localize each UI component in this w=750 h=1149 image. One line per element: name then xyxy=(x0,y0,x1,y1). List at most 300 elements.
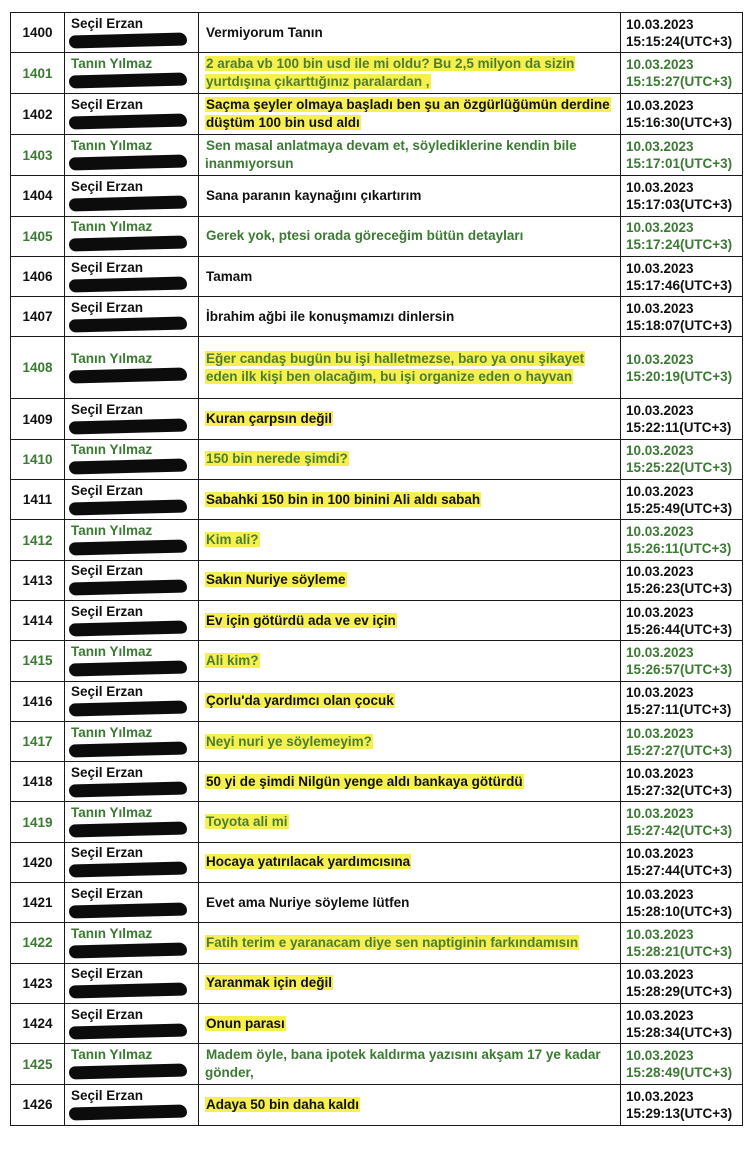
sender-cell xyxy=(65,1044,199,1085)
message-date: 10.03.2023 xyxy=(626,139,694,155)
row-number: 1416 xyxy=(11,681,65,721)
message-text-block xyxy=(199,892,620,914)
row-number: 1400 xyxy=(11,13,65,53)
message-cell xyxy=(199,641,621,681)
message-time: 15:27:44(UTC+3) xyxy=(626,863,733,879)
message-date: 10.03.2023 xyxy=(626,98,694,114)
redacted-phone-number xyxy=(69,367,187,383)
timestamp-cell xyxy=(621,923,743,963)
sender-name: Tanın Yılmaz xyxy=(71,219,153,235)
message-log-table xyxy=(10,12,743,1126)
message-text-block xyxy=(199,1094,620,1116)
table-row xyxy=(11,1044,743,1085)
row-number: 1420 xyxy=(11,842,65,882)
table-row xyxy=(11,721,743,761)
redacted-phone-number xyxy=(69,942,187,958)
message-text: Sen masal anlatmaya devam et, söylediklerine kendin bile inanmıyorsun xyxy=(205,138,577,172)
row-number: 1426 xyxy=(11,1085,65,1125)
table-row xyxy=(11,762,743,802)
message-text: Adaya 50 bin daha kaldı xyxy=(206,1096,360,1112)
message-time: 15:26:44(UTC+3) xyxy=(626,621,733,637)
redacted-phone-number xyxy=(69,781,187,797)
redacted-phone-number xyxy=(69,1064,187,1080)
message-time: 15:20:19(UTC+3) xyxy=(626,368,733,384)
message-text-block xyxy=(199,306,620,328)
row-number: 1405 xyxy=(11,216,65,256)
message-cell xyxy=(199,176,621,216)
message-cell xyxy=(199,842,621,882)
message-text-block xyxy=(199,94,620,134)
message-cell xyxy=(199,923,621,963)
row-number: 1412 xyxy=(11,520,65,560)
message-time: 15:28:34(UTC+3) xyxy=(626,1024,733,1040)
message-text: Onun parası xyxy=(206,1015,285,1031)
message-time: 15:25:22(UTC+3) xyxy=(626,460,733,476)
message-cell xyxy=(199,337,621,399)
message-text: Ev için götürdü ada ve ev için xyxy=(206,612,396,628)
message-cell xyxy=(199,439,621,479)
timestamp-cell xyxy=(621,135,743,176)
sender-name: Tanın Yılmaz xyxy=(71,724,153,740)
message-text-block xyxy=(199,569,620,591)
redacted-phone-number xyxy=(69,701,187,717)
message-date: 10.03.2023 xyxy=(626,1007,694,1023)
table-row xyxy=(11,560,743,600)
redacted-phone-number xyxy=(69,539,187,555)
message-text: Eğer candaş bugün bu işi halletmezse, baro ya onu şikayet eden ilk kişi ben olacağım, bu işi organize eden o hayvan xyxy=(206,350,585,384)
message-text: Evet ama Nuriye söyleme lütfen xyxy=(206,894,410,910)
message-date: 10.03.2023 xyxy=(626,524,694,540)
message-date: 10.03.2023 xyxy=(626,1048,694,1064)
row-number: 1419 xyxy=(11,802,65,842)
message-log-body xyxy=(11,13,743,1126)
message-text: Çorlu'da yardımcı olan çocuk xyxy=(206,693,394,709)
message-log-sheet xyxy=(10,12,742,1126)
message-time: 15:28:21(UTC+3) xyxy=(626,943,733,959)
table-row xyxy=(11,963,743,1003)
sender-cell xyxy=(65,802,199,842)
message-time: 15:26:57(UTC+3) xyxy=(626,661,733,677)
message-cell xyxy=(199,802,621,842)
timestamp-cell xyxy=(621,256,743,296)
message-text: Gerek yok, ptesi orada göreceğim bütün detayları xyxy=(206,228,524,244)
table-row xyxy=(11,600,743,640)
row-number: 1422 xyxy=(11,923,65,963)
redacted-phone-number xyxy=(69,419,187,435)
row-number: 1404 xyxy=(11,176,65,216)
timestamp-cell xyxy=(621,963,743,1003)
message-time: 15:17:03(UTC+3) xyxy=(626,196,733,212)
table-row xyxy=(11,923,743,963)
redacted-phone-number xyxy=(69,195,187,211)
timestamp-cell xyxy=(621,641,743,681)
message-text-block xyxy=(199,408,620,430)
sender-name: Seçil Erzan xyxy=(71,563,144,579)
sender-cell xyxy=(65,1003,199,1043)
message-cell xyxy=(199,1003,621,1043)
redacted-phone-number xyxy=(69,822,187,838)
sender-cell xyxy=(65,1085,199,1125)
row-number: 1408 xyxy=(11,337,65,399)
row-number: 1413 xyxy=(11,560,65,600)
message-text-block xyxy=(199,225,620,247)
row-number: 1424 xyxy=(11,1003,65,1043)
message-cell xyxy=(199,681,621,721)
timestamp-cell xyxy=(621,399,743,439)
message-time: 15:27:42(UTC+3) xyxy=(626,823,733,839)
message-date: 10.03.2023 xyxy=(626,16,694,32)
message-text-block xyxy=(199,135,620,175)
message-date: 10.03.2023 xyxy=(626,403,694,419)
message-date: 10.03.2023 xyxy=(626,644,694,660)
message-text-block xyxy=(199,266,620,288)
message-date: 10.03.2023 xyxy=(626,886,694,902)
timestamp-cell xyxy=(621,560,743,600)
message-text: Hocaya yatırılacak yardımcısına xyxy=(206,854,411,870)
table-row xyxy=(11,681,743,721)
message-text: Tamam xyxy=(206,268,253,284)
message-text: 150 bin nerede şimdi? xyxy=(206,451,348,467)
message-cell xyxy=(199,560,621,600)
row-number: 1417 xyxy=(11,721,65,761)
timestamp-cell xyxy=(621,681,743,721)
message-text: İbrahim ağbi ile konuşmamızı dinlersin xyxy=(206,308,455,324)
sender-cell xyxy=(65,297,199,337)
message-cell xyxy=(199,1085,621,1125)
sender-name: Tanın Yılmaz xyxy=(71,643,153,659)
row-number: 1423 xyxy=(11,963,65,1003)
message-date: 10.03.2023 xyxy=(626,1088,694,1104)
sender-cell xyxy=(65,963,199,1003)
message-cell xyxy=(199,1044,621,1085)
message-date: 10.03.2023 xyxy=(626,604,694,620)
timestamp-cell xyxy=(621,216,743,256)
message-date: 10.03.2023 xyxy=(626,564,694,580)
message-time: 15:27:32(UTC+3) xyxy=(626,782,733,798)
message-time: 15:29:13(UTC+3) xyxy=(626,1105,733,1121)
message-time: 15:26:11(UTC+3) xyxy=(626,541,732,557)
message-text: Kuran çarpsın değil xyxy=(206,411,333,427)
sender-cell xyxy=(65,135,199,176)
message-cell xyxy=(199,53,621,94)
message-text-block xyxy=(199,650,620,672)
message-date: 10.03.2023 xyxy=(626,57,694,73)
message-date: 10.03.2023 xyxy=(626,351,694,367)
timestamp-cell xyxy=(621,480,743,520)
sender-name: Seçil Erzan xyxy=(71,603,144,619)
message-text-block xyxy=(199,610,620,632)
message-text-block xyxy=(199,448,620,470)
sender-name: Seçil Erzan xyxy=(71,764,144,780)
message-date: 10.03.2023 xyxy=(626,260,694,276)
message-text: Yaranmak için değil xyxy=(206,975,333,991)
message-text-block xyxy=(199,851,620,873)
sender-name: Seçil Erzan xyxy=(71,482,144,498)
timestamp-cell xyxy=(621,1085,743,1125)
timestamp-cell xyxy=(621,762,743,802)
sender-cell xyxy=(65,600,199,640)
timestamp-cell xyxy=(621,1003,743,1043)
message-cell xyxy=(199,520,621,560)
sender-cell xyxy=(65,762,199,802)
timestamp-cell xyxy=(621,842,743,882)
message-cell xyxy=(199,480,621,520)
table-row xyxy=(11,53,743,94)
timestamp-cell xyxy=(621,600,743,640)
message-time: 15:28:10(UTC+3) xyxy=(626,903,733,919)
message-text: Vermiyorum Tanın xyxy=(206,24,323,40)
message-text-block xyxy=(199,731,620,753)
sender-name: Seçil Erzan xyxy=(71,97,144,113)
message-time: 15:25:49(UTC+3) xyxy=(626,500,733,516)
table-row xyxy=(11,439,743,479)
sender-name: Tanın Yılmaz xyxy=(71,138,153,154)
message-cell xyxy=(199,216,621,256)
sender-name: Tanın Yılmaz xyxy=(71,350,153,366)
message-text: Toyota ali mi xyxy=(206,814,288,830)
sender-cell xyxy=(65,337,199,399)
sender-name: Seçil Erzan xyxy=(71,885,144,901)
redacted-phone-number xyxy=(69,862,187,878)
sender-cell xyxy=(65,842,199,882)
message-cell xyxy=(199,256,621,296)
message-text: 2 araba vb 100 bin usd ile mi oldu? Bu 2,5 milyon da sizin yurtdışına çıkarttığınız paralardan , xyxy=(206,56,575,90)
message-date: 10.03.2023 xyxy=(626,443,694,459)
message-cell xyxy=(199,94,621,135)
timestamp-cell xyxy=(621,176,743,216)
message-time: 15:16:30(UTC+3) xyxy=(626,115,733,131)
message-time: 15:28:29(UTC+3) xyxy=(626,984,733,1000)
row-number: 1403 xyxy=(11,135,65,176)
sender-name: Seçil Erzan xyxy=(71,1006,144,1022)
message-text: 50 yi de şimdi Nilgün yenge aldı bankaya götürdü xyxy=(206,773,523,789)
message-date: 10.03.2023 xyxy=(626,765,694,781)
sender-cell xyxy=(65,256,199,296)
row-number: 1407 xyxy=(11,297,65,337)
message-time: 15:26:23(UTC+3) xyxy=(626,581,733,597)
table-row xyxy=(11,520,743,560)
table-row xyxy=(11,256,743,296)
message-date: 10.03.2023 xyxy=(626,846,694,862)
timestamp-cell xyxy=(621,883,743,923)
sender-cell xyxy=(65,53,199,94)
message-time: 15:17:46(UTC+3) xyxy=(626,277,733,293)
redacted-phone-number xyxy=(69,741,187,757)
message-time: 15:17:01(UTC+3) xyxy=(626,156,733,172)
sender-cell xyxy=(65,399,199,439)
message-cell xyxy=(199,963,621,1003)
sender-cell xyxy=(65,439,199,479)
message-cell xyxy=(199,399,621,439)
redacted-phone-number xyxy=(69,620,187,636)
table-row xyxy=(11,135,743,176)
sender-cell xyxy=(65,883,199,923)
message-text: Neyi nuri ye söylemeyim? xyxy=(206,733,372,749)
redacted-phone-number xyxy=(69,1023,187,1039)
row-number: 1411 xyxy=(11,480,65,520)
message-cell xyxy=(199,883,621,923)
sender-cell xyxy=(65,641,199,681)
message-date: 10.03.2023 xyxy=(626,179,694,195)
redacted-phone-number xyxy=(69,902,187,918)
timestamp-cell xyxy=(621,721,743,761)
message-text-block xyxy=(199,489,620,511)
message-date: 10.03.2023 xyxy=(626,806,694,822)
table-row xyxy=(11,337,743,399)
timestamp-cell xyxy=(621,13,743,53)
message-text-block xyxy=(199,53,620,93)
message-time: 15:18:07(UTC+3) xyxy=(626,317,733,333)
sender-name: Seçil Erzan xyxy=(71,402,144,418)
table-row xyxy=(11,480,743,520)
table-row xyxy=(11,297,743,337)
table-row xyxy=(11,176,743,216)
message-text: Ali kim? xyxy=(206,652,259,668)
message-text-block xyxy=(199,972,620,994)
redacted-phone-number xyxy=(69,73,187,89)
row-number: 1414 xyxy=(11,600,65,640)
timestamp-cell xyxy=(621,1044,743,1085)
message-text-block xyxy=(199,811,620,833)
table-row xyxy=(11,802,743,842)
sender-cell xyxy=(65,520,199,560)
message-text-block xyxy=(199,690,620,712)
row-number: 1401 xyxy=(11,53,65,94)
message-time: 15:28:49(UTC+3) xyxy=(626,1065,733,1081)
sender-name: Seçil Erzan xyxy=(71,966,144,982)
sender-cell xyxy=(65,681,199,721)
message-text: Kim ali? xyxy=(206,532,259,548)
message-cell xyxy=(199,135,621,176)
redacted-phone-number xyxy=(69,983,187,999)
message-text: Sakın Nuriye söyleme xyxy=(206,572,346,588)
message-cell xyxy=(199,297,621,337)
message-time: 15:22:11(UTC+3) xyxy=(626,420,732,436)
row-number: 1410 xyxy=(11,439,65,479)
sender-name: Seçil Erzan xyxy=(71,15,144,31)
sender-name: Tanın Yılmaz xyxy=(71,925,153,941)
table-row xyxy=(11,216,743,256)
table-row xyxy=(11,1085,743,1125)
timestamp-cell xyxy=(621,297,743,337)
redacted-phone-number xyxy=(69,316,187,332)
message-time: 15:27:11(UTC+3) xyxy=(626,702,732,718)
message-text: Fatih terim e yaranacam diye sen naptiginin farkındamısın xyxy=(206,934,579,950)
message-date: 10.03.2023 xyxy=(626,725,694,741)
table-row xyxy=(11,641,743,681)
message-text: Sabahki 150 bin in 100 binini Ali aldı sabah xyxy=(206,491,481,507)
message-date: 10.03.2023 xyxy=(626,483,694,499)
message-text: Saçma şeyler olmaya başladı ben şu an özgürlüğümün derdine düştüm 100 bin usd aldı xyxy=(206,97,610,131)
redacted-phone-number xyxy=(69,155,187,171)
row-number: 1402 xyxy=(11,94,65,135)
sender-name: Tanın Yılmaz xyxy=(71,1047,153,1063)
timestamp-cell xyxy=(621,439,743,479)
redacted-phone-number xyxy=(69,32,187,48)
sender-name: Tanın Yılmaz xyxy=(71,523,153,539)
message-text-block xyxy=(199,348,620,388)
message-text-block xyxy=(199,932,620,954)
sender-cell xyxy=(65,13,199,53)
message-text-block xyxy=(199,22,620,44)
message-cell xyxy=(199,721,621,761)
sender-cell xyxy=(65,94,199,135)
sender-cell xyxy=(65,176,199,216)
message-date: 10.03.2023 xyxy=(626,685,694,701)
row-number: 1421 xyxy=(11,883,65,923)
timestamp-cell xyxy=(621,520,743,560)
table-row xyxy=(11,842,743,882)
sender-name: Seçil Erzan xyxy=(71,178,144,194)
sender-name: Tanın Yılmaz xyxy=(71,442,153,458)
row-number: 1418 xyxy=(11,762,65,802)
redacted-phone-number xyxy=(69,114,187,130)
timestamp-cell xyxy=(621,53,743,94)
sender-cell xyxy=(65,480,199,520)
message-cell xyxy=(199,600,621,640)
sender-name: Seçil Erzan xyxy=(71,845,144,861)
message-cell xyxy=(199,762,621,802)
message-text: Sana paranın kaynağını çıkartırım xyxy=(206,187,422,203)
message-date: 10.03.2023 xyxy=(626,300,694,316)
table-row xyxy=(11,399,743,439)
sender-cell xyxy=(65,216,199,256)
row-number: 1415 xyxy=(11,641,65,681)
message-cell xyxy=(199,13,621,53)
message-date: 10.03.2023 xyxy=(626,926,694,942)
sender-name: Seçil Erzan xyxy=(71,1087,144,1103)
row-number: 1406 xyxy=(11,256,65,296)
message-date: 10.03.2023 xyxy=(626,967,694,983)
message-date: 10.03.2023 xyxy=(626,220,694,236)
sender-name: Tanın Yılmaz xyxy=(71,56,153,72)
message-text-block xyxy=(199,529,620,551)
sender-cell xyxy=(65,560,199,600)
message-text-block xyxy=(199,771,620,793)
sender-name: Seçil Erzan xyxy=(71,684,144,700)
row-number: 1425 xyxy=(11,1044,65,1085)
message-time: 15:15:27(UTC+3) xyxy=(626,74,733,90)
table-row xyxy=(11,1003,743,1043)
sender-name: Seçil Erzan xyxy=(71,259,144,275)
sender-name: Tanın Yılmaz xyxy=(71,805,153,821)
sender-cell xyxy=(65,721,199,761)
redacted-phone-number xyxy=(69,276,187,292)
sender-name: Seçil Erzan xyxy=(71,299,144,315)
redacted-phone-number xyxy=(69,236,187,252)
message-time: 15:17:24(UTC+3) xyxy=(626,237,733,253)
redacted-phone-number xyxy=(69,580,187,596)
sender-cell xyxy=(65,923,199,963)
timestamp-cell xyxy=(621,94,743,135)
table-row xyxy=(11,883,743,923)
table-row xyxy=(11,13,743,53)
timestamp-cell xyxy=(621,802,743,842)
message-time: 15:15:24(UTC+3) xyxy=(626,33,733,49)
message-text-block xyxy=(199,1013,620,1035)
table-row xyxy=(11,94,743,135)
redacted-phone-number xyxy=(69,499,187,515)
message-text-block xyxy=(199,185,620,207)
message-time: 15:27:27(UTC+3) xyxy=(626,742,733,758)
redacted-phone-number xyxy=(69,660,187,676)
redacted-phone-number xyxy=(69,1104,187,1120)
redacted-phone-number xyxy=(69,459,187,475)
message-text-block xyxy=(199,1044,620,1084)
row-number: 1409 xyxy=(11,399,65,439)
timestamp-cell xyxy=(621,337,743,399)
message-text: Madem öyle, bana ipotek kaldırma yazısını akşam 17 ye kadar gönder, xyxy=(205,1047,601,1081)
